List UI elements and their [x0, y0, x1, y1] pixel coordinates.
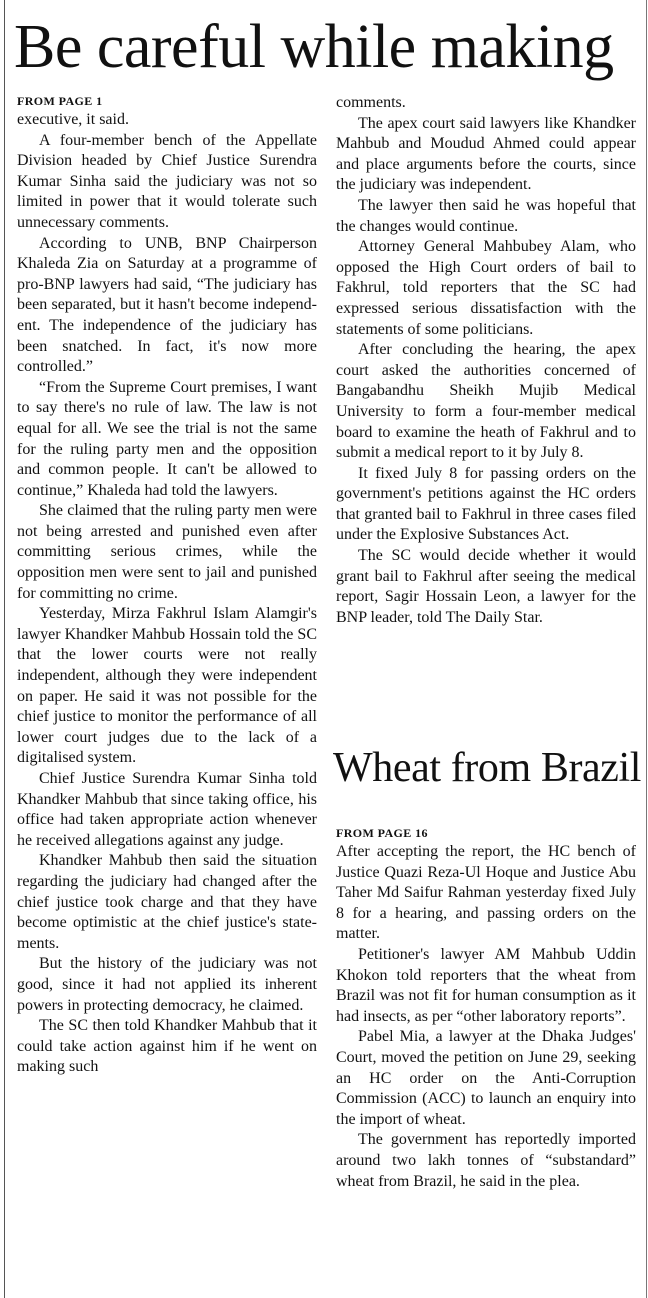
main-paragraph: Khandker Mahbub then said the situation regarding the judiciary had changed after the chief justice took charge and that they have become optimistic at the chief justice's statements. — [17, 852, 317, 952]
main-paragraph: According to UNB, BNP Chairperson Khaleda Zia on Saturday at a programme of pro-BNP lawyers had said, “The judiciary has been separated, but it hasn't become independent. The independence of the judiciary has been snatched. In fact, it's now more controlled.” — [17, 234, 317, 376]
main-paragraph: “From the Supreme Court premises, I want to say there's no rule of law. The law is not equal for all. We see the trial is not the same for the ruling party men and the opposition and common people. It can't be allowed to continue,” Khaleda had told the lawyers. — [17, 378, 317, 499]
main-paragraph: Chief Justice Surendra Kumar Sinha told Khandker Mahbub that since taking office, his office had taken appropriate action whenever he received allegations against any judge. — [17, 770, 317, 849]
second-paragraph: Pabel Mia, a lawyer at the Dhaka Judges' Court, moved the petition on June 29, seeking an HC order on the Anti-Corruption Commission (ACC) to launch an enquiry into the import of wheat. — [336, 1028, 636, 1128]
main-paragraph: The apex court said lawyers like Khandker Mahbub and Moudud Ahmed could appear and place arguments before the courts, since the judiciary was independent. — [336, 114, 636, 194]
main-paragraph: Yesterday, Mirza Fakhrul Islam Alamgir's lawyer Khandker Mahbub Hossain told the SC that the lower courts were not really independent, although they were independent on paper. He said it was not possible for the chief justice to monitor the performance of all lower court judges due to the lack of a digitalised system. — [17, 605, 317, 767]
second-headline: Wheat from Brazil — [333, 745, 642, 791]
second-paragraph: Petitioner's lawyer AM Mahbub Uddin Khokon told reporters that the wheat from Brazil was not fit for human consumption as it had insects, as per “other laboratory reports”. — [336, 945, 636, 1025]
main-paragraph: It fixed July 8 for passing orders on the government's petitions against the HC orders that granted bail to Fakhrul in three cases filed under the Explosive Substances Act. — [336, 464, 636, 544]
second-paragraph: The government has reportedly imported around two lakh tonnes of “substandard” wheat from Brazil, he said in the plea. — [336, 1131, 636, 1190]
main-article-column-2 — [336, 93, 636, 628]
main-paragraph: After concluding the hearing, the apex court asked the authorities concerned of Bangabandhu Sheikh Mujib Medical University to form a four-member medical board to examine the heath of Fakhrul and to submit a medical report to it by July 8. — [336, 341, 636, 462]
main-headline: Be careful while making — [14, 13, 614, 81]
right-column-rule — [646, 0, 647, 1298]
main-paragraph: The SC would decide whether it would grant bail to Fakhrul after seeing the medical report, Sagir Hossain Leon, a lawyer for the BNP leader, told The Daily Star. — [336, 547, 636, 626]
main-paragraph: A four-member bench of the Appellate Division headed by Chief Justice Surendra Kumar Sinha said the judiciary was not so limited in power that it would tolerate such unnecessary comments. — [17, 131, 317, 231]
main-article-column-1 — [17, 93, 317, 1078]
main-paragraph: She claimed that the ruling party men were not being arrested and punished even after committing serious crimes, while the opposition men were sent to jail and punished for committing no crime. — [17, 502, 317, 602]
main-paragraph: The lawyer then said he was hopeful that the changes would continue. — [336, 196, 636, 235]
second-paragraph: After accepting the report, the HC bench of Justice Quazi Reza-Ul Hoque and Justice Abu Taher Md Saifur Rahman yesterday fixed July 8 for a hearing, and passing orders on the matter. — [336, 843, 636, 943]
main-paragraph: But the history of the judiciary was not good, since it had not applied its inherent powers in protecting democracy, he claimed. — [17, 955, 317, 1014]
second-article-column — [336, 825, 636, 1192]
left-column-rule — [4, 0, 5, 1298]
main-paragraph: executive, it said. — [17, 111, 129, 128]
main-jump-label: FROM PAGE 1 — [17, 94, 103, 108]
main-paragraph: comments. — [336, 94, 406, 111]
main-paragraph: The SC then told Khandker Mahbub that it could take action against him if he went on making such — [17, 1017, 317, 1076]
main-paragraph: Attorney General Mahbubey Alam, who opposed the High Court orders of bail to Fakhrul, told reporters that the SC had expressed serious dissatisfaction with the statements of some politicians. — [336, 238, 636, 338]
second-jump-label: FROM PAGE 16 — [336, 826, 428, 840]
